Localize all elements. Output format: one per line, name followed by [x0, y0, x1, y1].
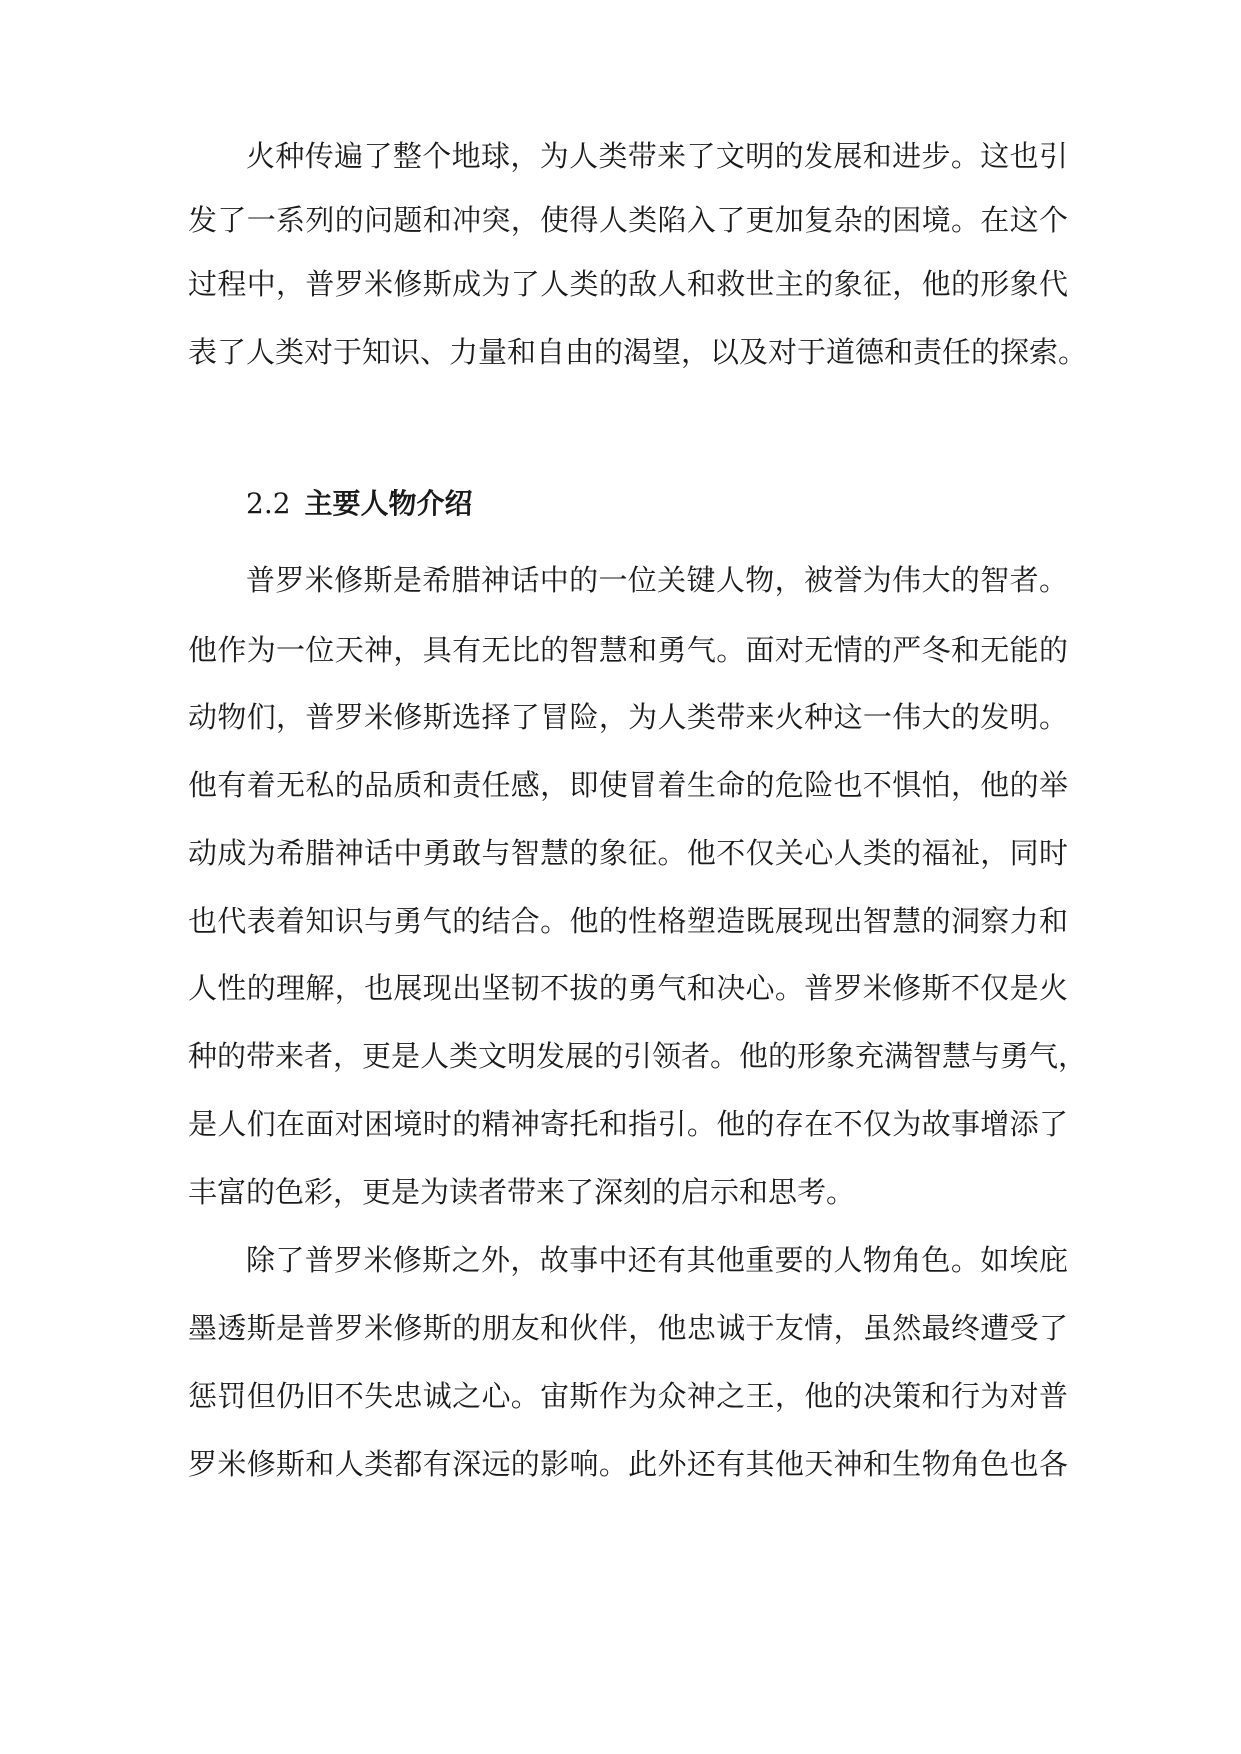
paragraph-1-line-4: 表了人类对于知识、力量和自由的渴望，以及对于道德和责任的探索。: [188, 335, 1088, 369]
paragraph-2-line-10: 丰富的色彩，更是为读者带来了深刻的启示和思考。: [188, 1175, 856, 1209]
paragraph-2-line-2: 他作为一位天神，具有无比的智慧和勇气。面对无情的严冬和无能的: [188, 633, 1068, 667]
paragraph-2-line-8: 种的带来者，更是人类文明发展的引领者。他的形象充满智慧与勇气，: [188, 1039, 1088, 1073]
paragraph-2-line-6: 也代表着知识与勇气的结合。他的性格塑造既展现出智慧的洞察力和: [188, 904, 1068, 938]
section-number: 2.2: [246, 487, 291, 520]
section-title: 主要人物介绍: [304, 487, 473, 520]
paragraph-2-line-9: 是人们在面对困境时的精神寄托和指引。他的存在不仅为故事增添了: [188, 1107, 1068, 1141]
paragraph-3-line-2: 墨透斯是普罗米修斯的朋友和伙伴，他忠诚于友情，虽然最终遭受了: [188, 1311, 1068, 1345]
section-heading: [246, 484, 473, 524]
paragraph-3-line-3: 惩罚但仍旧不失忠诚之心。宙斯作为众神之王，他的决策和行为对普: [188, 1379, 1068, 1413]
paragraph-1-line-3: 过程中，普罗米修斯成为了人类的敌人和救世主的象征，他的形象代: [188, 267, 1068, 301]
paragraph-1-line-1: 火种传遍了整个地球，为人类带来了文明的发展和进步。这也引: [246, 139, 1068, 173]
paragraph-3-line-1: 除了普罗米修斯之外，故事中还有其他重要的人物角色。如埃庇: [246, 1243, 1068, 1277]
paragraph-2-line-4: 他有着无私的品质和责任感，即使冒着生命的危险也不惧怕，他的举: [188, 768, 1068, 802]
paragraph-3-line-4: 罗米修斯和人类都有深远的影响。此外还有其他天神和生物角色也各: [188, 1447, 1068, 1481]
paragraph-2-line-1: 普罗米修斯是希腊神话中的一位关键人物，被誉为伟大的智者。: [246, 563, 1068, 597]
paragraph-1-line-2: 发了一系列的问题和冲突，使得人类陷入了更加复杂的困境。在这个: [188, 203, 1068, 237]
paragraph-2-line-7: 人性的理解，也展现出坚韧不拔的勇气和决心。普罗米修斯不仅是火: [188, 971, 1068, 1005]
paragraph-2-line-5: 动成为希腊神话中勇敢与智慧的象征。他不仅关心人类的福祉，同时: [188, 836, 1068, 870]
paragraph-2-line-3: 动物们，普罗米修斯选择了冒险，为人类带来火种这一伟大的发明。: [188, 700, 1068, 734]
